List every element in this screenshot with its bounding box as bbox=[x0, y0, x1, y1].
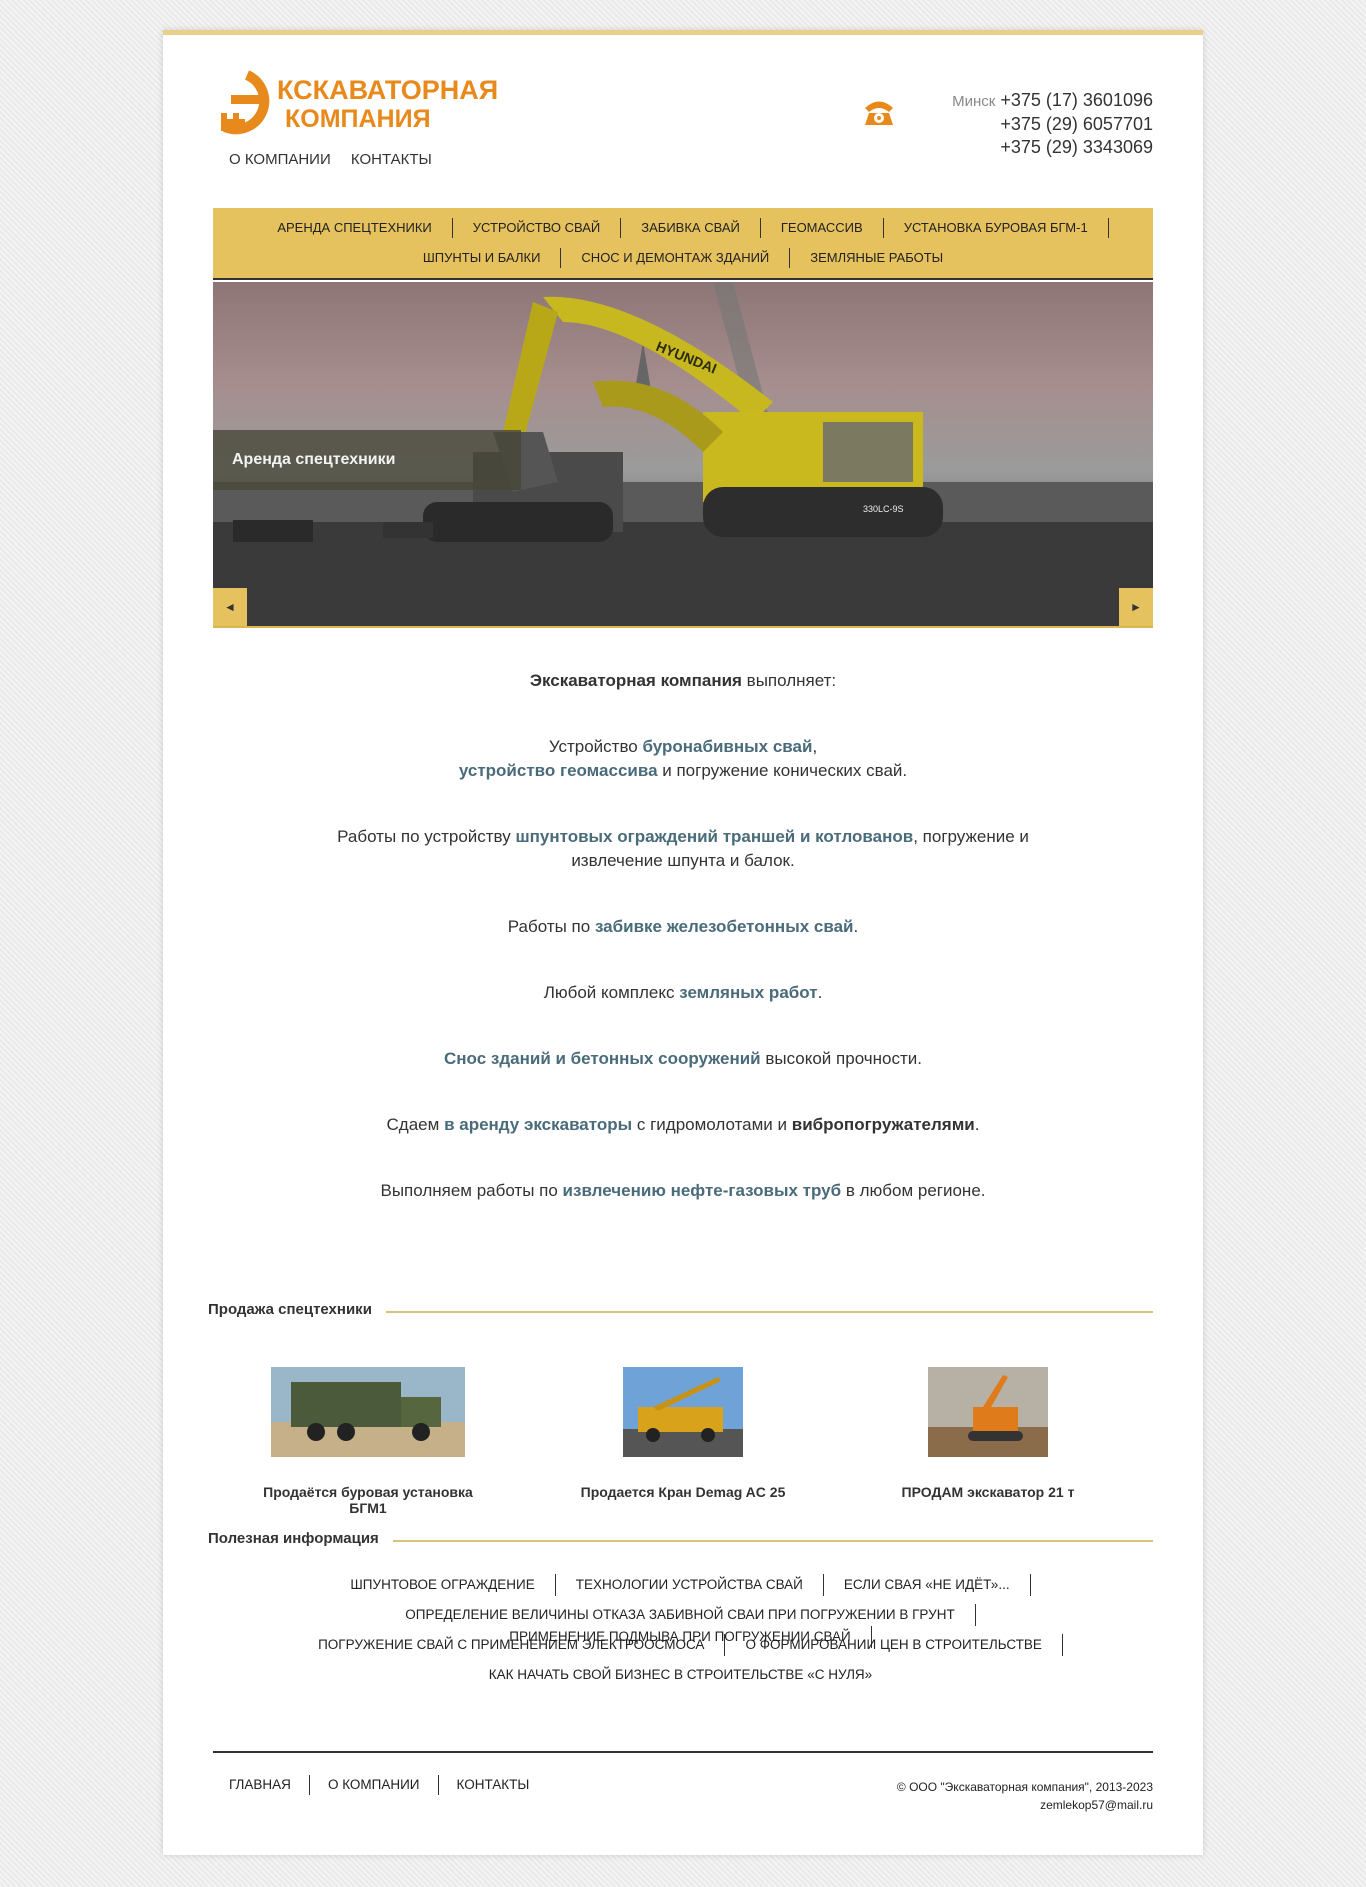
sale-item-3[interactable] bbox=[878, 1367, 1098, 1500]
text: Работы по bbox=[507, 917, 595, 936]
slider-bottom-border bbox=[213, 626, 1153, 628]
sale-item-2[interactable] bbox=[573, 1367, 793, 1500]
sale-item-title[interactable]: ПРОДАМ экскаватор 21 т bbox=[901, 1484, 1075, 1500]
info-links bbox=[208, 1574, 1153, 1694]
phone-list bbox=[952, 89, 1153, 159]
intro-paragraph-1 bbox=[283, 669, 1083, 693]
phone-3[interactable]: +375 (29) 3343069 bbox=[1000, 137, 1153, 157]
logo-castle-mark bbox=[221, 113, 245, 131]
slider-prev-button[interactable]: ◄ bbox=[213, 588, 247, 626]
info-row-3 bbox=[208, 1634, 1153, 1664]
top-link-contacts[interactable]: КОНТАКТЫ bbox=[350, 151, 432, 168]
logo-e-bar bbox=[231, 95, 265, 104]
text: с гидромолотами и bbox=[632, 1115, 792, 1134]
logo-line2: КОМПАНИЯ bbox=[285, 105, 431, 133]
link-sheet-piling[interactable]: шпунтовых ограждений траншей и котлованов bbox=[515, 827, 914, 846]
footer-link-contacts[interactable]: КОНТАКТЫ bbox=[456, 1777, 530, 1792]
sale-thumb-drill-rig[interactable] bbox=[271, 1367, 465, 1457]
footer-email[interactable]: zemlekop57@mail.ru bbox=[1040, 1798, 1153, 1812]
nav-item-geomassiv[interactable]: ГЕОМАССИВ bbox=[761, 218, 884, 238]
nav-item-demolition[interactable]: СНОС И ДЕМОНТАЖ ЗДАНИЙ bbox=[561, 248, 790, 268]
slide-caption[interactable]: Аренда спецтехники bbox=[213, 430, 521, 490]
footer-copyright bbox=[897, 1778, 1153, 1814]
text: , bbox=[812, 737, 818, 756]
phone-1[interactable]: +375 (17) 3601096 bbox=[1000, 90, 1153, 110]
link-demolition[interactable]: Снос зданий и бетонных сооружений bbox=[444, 1049, 761, 1068]
text: Любой комплекс bbox=[543, 983, 680, 1002]
text: Выполняем работы по bbox=[380, 1181, 563, 1200]
footer-link-home[interactable]: ГЛАВНАЯ bbox=[229, 1775, 310, 1795]
nav-row-1 bbox=[213, 218, 1153, 248]
info-link-jetting[interactable]: ПРИМЕНЕНИЕ ПОДМЫВА ПРИ ПОГРУЖЕНИИ СВАЙ bbox=[489, 1626, 872, 1648]
nav-item-earthworks[interactable]: ЗЕМЛЯНЫЕ РАБОТЫ bbox=[810, 250, 944, 265]
link-earthworks[interactable]: земляных работ bbox=[679, 983, 818, 1002]
intro-paragraph-7 bbox=[283, 1113, 1083, 1137]
info-link-sheet-pile[interactable]: ШПУНТОВОЕ ОГРАЖДЕНИЕ bbox=[330, 1574, 555, 1596]
sale-item-title[interactable]: Продается Кран Demag AC 25 bbox=[580, 1484, 786, 1500]
intro-paragraph-4 bbox=[283, 915, 1083, 939]
sale-item-title[interactable]: Продаётся буровая установка БГМ1 bbox=[263, 1484, 473, 1516]
intro-text: выполняет: bbox=[741, 671, 837, 690]
text: в любом регионе. bbox=[841, 1181, 986, 1200]
intro-paragraph-3 bbox=[283, 825, 1083, 873]
info-title: Полезная информация bbox=[208, 1530, 393, 1547]
footer-nav bbox=[229, 1775, 565, 1795]
info-link-business[interactable]: КАК НАЧАТЬ СВОЙ БИЗНЕС В СТРОИТЕЛЬСТВЕ «С НУЛЯ» bbox=[488, 1667, 873, 1682]
nav-item-pile-installation[interactable]: УСТРОЙСТВО СВАЙ bbox=[453, 218, 622, 238]
intro-paragraph-6 bbox=[283, 1047, 1083, 1071]
nav-item-rental[interactable]: АРЕНДА СПЕЦТЕХНИКИ bbox=[257, 218, 452, 238]
slider-next-button[interactable]: ► bbox=[1119, 588, 1153, 626]
footer-link-about[interactable]: О КОМПАНИИ bbox=[328, 1775, 439, 1795]
slide-brand-text: HYUNDAI bbox=[653, 337, 720, 377]
text: и погружение конических свай. bbox=[657, 761, 908, 780]
logo-line1: КСКАВАТОРНАЯ bbox=[277, 75, 499, 105]
slide-model-text: 330LC-9S bbox=[863, 504, 904, 514]
intro-paragraph-8 bbox=[283, 1179, 1083, 1203]
nav-row-2 bbox=[213, 248, 1153, 278]
top-links bbox=[229, 151, 448, 168]
phone-2[interactable]: +375 (29) 6057701 bbox=[1000, 114, 1153, 134]
info-row-2 bbox=[208, 1604, 1153, 1644]
text: Устройство bbox=[548, 737, 643, 756]
phone-icon bbox=[861, 93, 897, 129]
company-name-bold: Экскаваторная компания bbox=[529, 671, 742, 690]
nav-item-bgm1[interactable]: УСТАНОВКА БУРОВАЯ БГМ-1 bbox=[884, 218, 1109, 238]
info-link-electroosmosis[interactable]: ПОГРУЖЕНИЕ СВАЙ С ПРИМЕНЕНИЕМ ЭЛЕКТРООСМОСА bbox=[298, 1634, 725, 1656]
text: Работы по устройству bbox=[337, 827, 516, 846]
info-link-refusal[interactable]: ОПРЕДЕЛЕНИЕ ВЕЛИЧИНЫ ОТКАЗА ЗАБИВНОЙ СВАИ ПРИ ПОГРУЖЕНИИ В ГРУНТ bbox=[385, 1604, 975, 1626]
text: , погружение и извлечение шпунта и балок. bbox=[571, 827, 1029, 870]
services-intro bbox=[283, 669, 1083, 1245]
intro-paragraph-2 bbox=[283, 735, 1083, 783]
link-geomassiv[interactable]: устройство геомассива bbox=[458, 761, 658, 780]
footer-divider bbox=[213, 1751, 1153, 1753]
info-link-pile-tech[interactable]: ТЕХНОЛОГИИ УСТРОЙСТВА СВАЙ bbox=[556, 1574, 824, 1596]
info-row-1 bbox=[208, 1574, 1153, 1604]
text: высокой прочности. bbox=[760, 1049, 922, 1068]
info-link-pile-stuck[interactable]: ЕСЛИ СВАЯ «НЕ ИДЁТ»... bbox=[824, 1574, 1031, 1596]
intro-paragraph-5 bbox=[283, 981, 1083, 1005]
vibro-bold: вибропогружателями bbox=[791, 1115, 975, 1134]
info-row-4 bbox=[208, 1664, 1153, 1694]
phone-city: Минск bbox=[952, 93, 996, 110]
hero-slider bbox=[213, 282, 1153, 626]
nav-item-sheet-piles[interactable]: ШПУНТЫ И БАЛКИ bbox=[403, 248, 562, 268]
sale-item-1[interactable] bbox=[258, 1367, 478, 1516]
info-link-pricing[interactable]: О ФОРМИРОВАНИИ ЦЕН В СТРОИТЕЛЬСТВЕ bbox=[725, 1634, 1062, 1656]
main-nav bbox=[213, 208, 1153, 280]
company-logo[interactable] bbox=[217, 69, 527, 139]
page-container bbox=[163, 30, 1203, 1855]
link-pipe-extraction[interactable]: извлечению нефте-газовых труб bbox=[562, 1181, 842, 1200]
sale-thumb-crane[interactable] bbox=[623, 1367, 743, 1457]
sales-title: Продажа спецтехники bbox=[208, 1301, 386, 1318]
sale-thumb-excavator[interactable] bbox=[928, 1367, 1048, 1457]
copyright-text: © ООО "Экскаваторная компания", 2013-2023 bbox=[896, 1780, 1153, 1794]
text: . bbox=[817, 983, 823, 1002]
text: Сдаем bbox=[386, 1115, 445, 1134]
link-concrete-piles[interactable]: забивке железобетонных свай bbox=[594, 917, 854, 936]
nav-item-pile-driving[interactable]: ЗАБИВКА СВАЙ bbox=[621, 218, 761, 238]
link-bored-piles[interactable]: буронабивных свай bbox=[642, 737, 813, 756]
link-excavator-rental[interactable]: в аренду экскаваторы bbox=[444, 1115, 633, 1134]
text: . bbox=[853, 917, 859, 936]
text: . bbox=[974, 1115, 980, 1134]
top-link-about[interactable]: О КОМПАНИИ bbox=[229, 151, 331, 168]
